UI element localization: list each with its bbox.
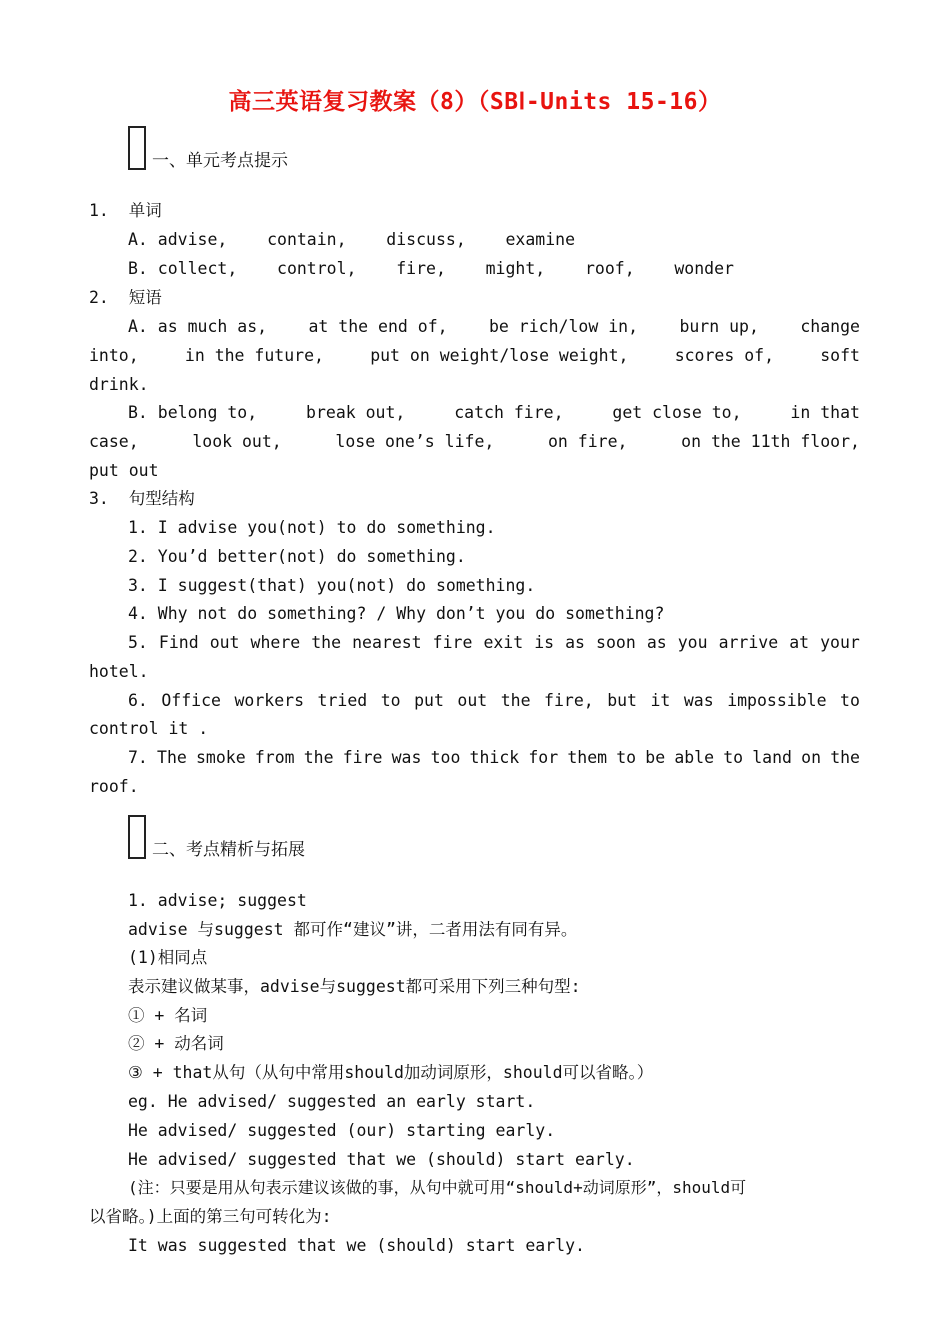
word: to	[840, 691, 860, 710]
word: your	[820, 633, 860, 652]
phrase: scores of,	[674, 346, 775, 365]
word: fire	[432, 633, 473, 652]
phrase: put on weight/lose weight,	[370, 346, 629, 365]
word: the	[830, 748, 860, 767]
word: put	[414, 691, 444, 710]
phrase: soft	[820, 346, 860, 365]
phrase: in the future,	[184, 346, 324, 365]
word: was	[683, 691, 714, 710]
word: was	[391, 748, 422, 767]
word: it	[650, 691, 671, 710]
word: impossible	[727, 691, 827, 710]
word: 7.	[128, 748, 148, 767]
explanation-line: 表示建议做某事，advise与suggest都可采用下列三种句型:	[128, 977, 581, 996]
example-line: It was suggested that we (should) start early.	[128, 1236, 585, 1255]
word: for	[528, 748, 559, 767]
phrase: A. as much as,	[128, 317, 268, 336]
word: you	[677, 633, 708, 652]
pattern-2: 2. You’d better(not) do something.	[128, 547, 466, 566]
word: smoke	[196, 748, 246, 767]
phrases-a-line-2	[89, 346, 860, 366]
word: where	[250, 633, 301, 652]
word: the	[303, 748, 334, 767]
word: able	[674, 748, 715, 767]
pattern-7-line-1	[128, 748, 860, 768]
word: nearest	[352, 633, 422, 652]
phrase: at the end of,	[308, 317, 448, 336]
example-line: He advised/ suggested (our) starting early.	[128, 1121, 556, 1140]
pattern-5-line-1	[128, 633, 860, 653]
phrases-b-line-3: put out	[89, 461, 159, 480]
word: at	[789, 633, 810, 652]
heading-sentence-patterns: 3. 句型结构	[89, 489, 195, 508]
phrases-a-line-3: drink.	[89, 375, 149, 394]
point-1-heading: 1. advise; suggest	[128, 891, 307, 910]
word: 6.	[128, 691, 148, 710]
pattern-6-line-1	[128, 691, 860, 711]
word: the	[311, 633, 342, 652]
word: 5.	[128, 633, 148, 652]
example-line: He advised/ suggested that we (should) start early.	[128, 1150, 635, 1169]
section-label: 二、考点精析与拓展	[152, 840, 305, 860]
explanation-line: advise 与suggest 都可作“建议”讲，二者用法有同有异。	[128, 920, 578, 939]
word: soon	[596, 633, 636, 652]
word: on	[801, 748, 822, 767]
word: to	[380, 691, 401, 710]
word: out	[209, 633, 240, 652]
phrase: burn up,	[679, 317, 759, 336]
word: to	[616, 748, 637, 767]
word: out	[457, 691, 488, 710]
pattern-4: 4. Why not do something? / Why don’t you do something?	[128, 604, 665, 623]
word: is	[534, 633, 555, 652]
phrases-b-line-1	[128, 403, 860, 423]
phrase: break out,	[306, 403, 406, 422]
word: The	[157, 748, 187, 767]
word: Office	[161, 691, 221, 710]
explanation-line: ② + 动名词	[128, 1034, 224, 1053]
word: to	[723, 748, 744, 767]
heading-vocabulary: 1. 单词	[89, 201, 162, 220]
word: the	[500, 691, 531, 710]
phrase: catch fire,	[454, 403, 564, 422]
word: arrive	[718, 633, 779, 652]
pattern-3: 3. I suggest(that) you(not) do something.	[128, 576, 536, 595]
word: thick	[469, 748, 520, 767]
phrase: on the 11th floor,	[681, 432, 860, 451]
word: be	[645, 748, 666, 767]
phrase: be rich/low in,	[489, 317, 639, 336]
explanation-line: ③ + that从句（从句中常用should加动词原形，should可以省略。）	[128, 1063, 654, 1082]
phrases-b-line-2	[89, 432, 860, 452]
vocab-list-a: A. advise, contain, discuss, examine	[128, 230, 576, 249]
phrase: B. belong to,	[128, 403, 258, 422]
word: fire,	[544, 691, 594, 710]
word: from	[254, 748, 295, 767]
word: as	[646, 633, 667, 652]
word: workers	[234, 691, 305, 710]
note-line: 以省略。)上面的第三句可转化为:	[89, 1207, 332, 1226]
pattern-5-line-2: hotel.	[89, 662, 149, 681]
word: too	[430, 748, 461, 767]
word: fire	[342, 748, 383, 767]
section-marker-box	[128, 126, 146, 170]
heading-phrases: 2. 短语	[89, 288, 162, 307]
vocab-list-b: B. collect, control, fire, might, roof, wonder	[128, 259, 734, 278]
pattern-1: 1. I advise you(not) to do something.	[128, 518, 496, 537]
explanation-line: ① + 名词	[128, 1006, 208, 1025]
phrase: in that	[790, 403, 860, 422]
word: land	[752, 748, 792, 767]
phrase: get close to,	[612, 403, 742, 422]
word: exit	[483, 633, 524, 652]
explanation-line: (1)相同点	[128, 948, 208, 967]
word: Find	[158, 633, 199, 652]
word: but	[607, 691, 637, 710]
pattern-7-line-2: roof.	[89, 777, 139, 796]
word: tried	[317, 691, 368, 710]
phrase: case,	[89, 432, 139, 451]
document-title: 高三英语复习教案（8）（SBⅠ-Units 15-16）	[228, 89, 722, 115]
example-line: eg. He advised/ suggested an early start.	[128, 1092, 536, 1111]
word: as	[565, 633, 585, 652]
section-marker-box	[128, 815, 146, 859]
phrase: on fire,	[548, 432, 628, 451]
phrase: look out,	[192, 432, 282, 451]
phrases-a-line-1	[128, 317, 860, 337]
note-line: (注：只要是用从句表示建议该做的事，从句中就可用“should+动词原形”，should可	[128, 1178, 747, 1197]
pattern-6-line-2: control it .	[89, 719, 209, 738]
phrase: into,	[89, 346, 139, 365]
section-label: 一、单元考点提示	[152, 151, 288, 171]
phrase: change	[800, 317, 860, 336]
phrase: lose one’s life,	[335, 432, 495, 451]
word: them	[567, 748, 608, 767]
